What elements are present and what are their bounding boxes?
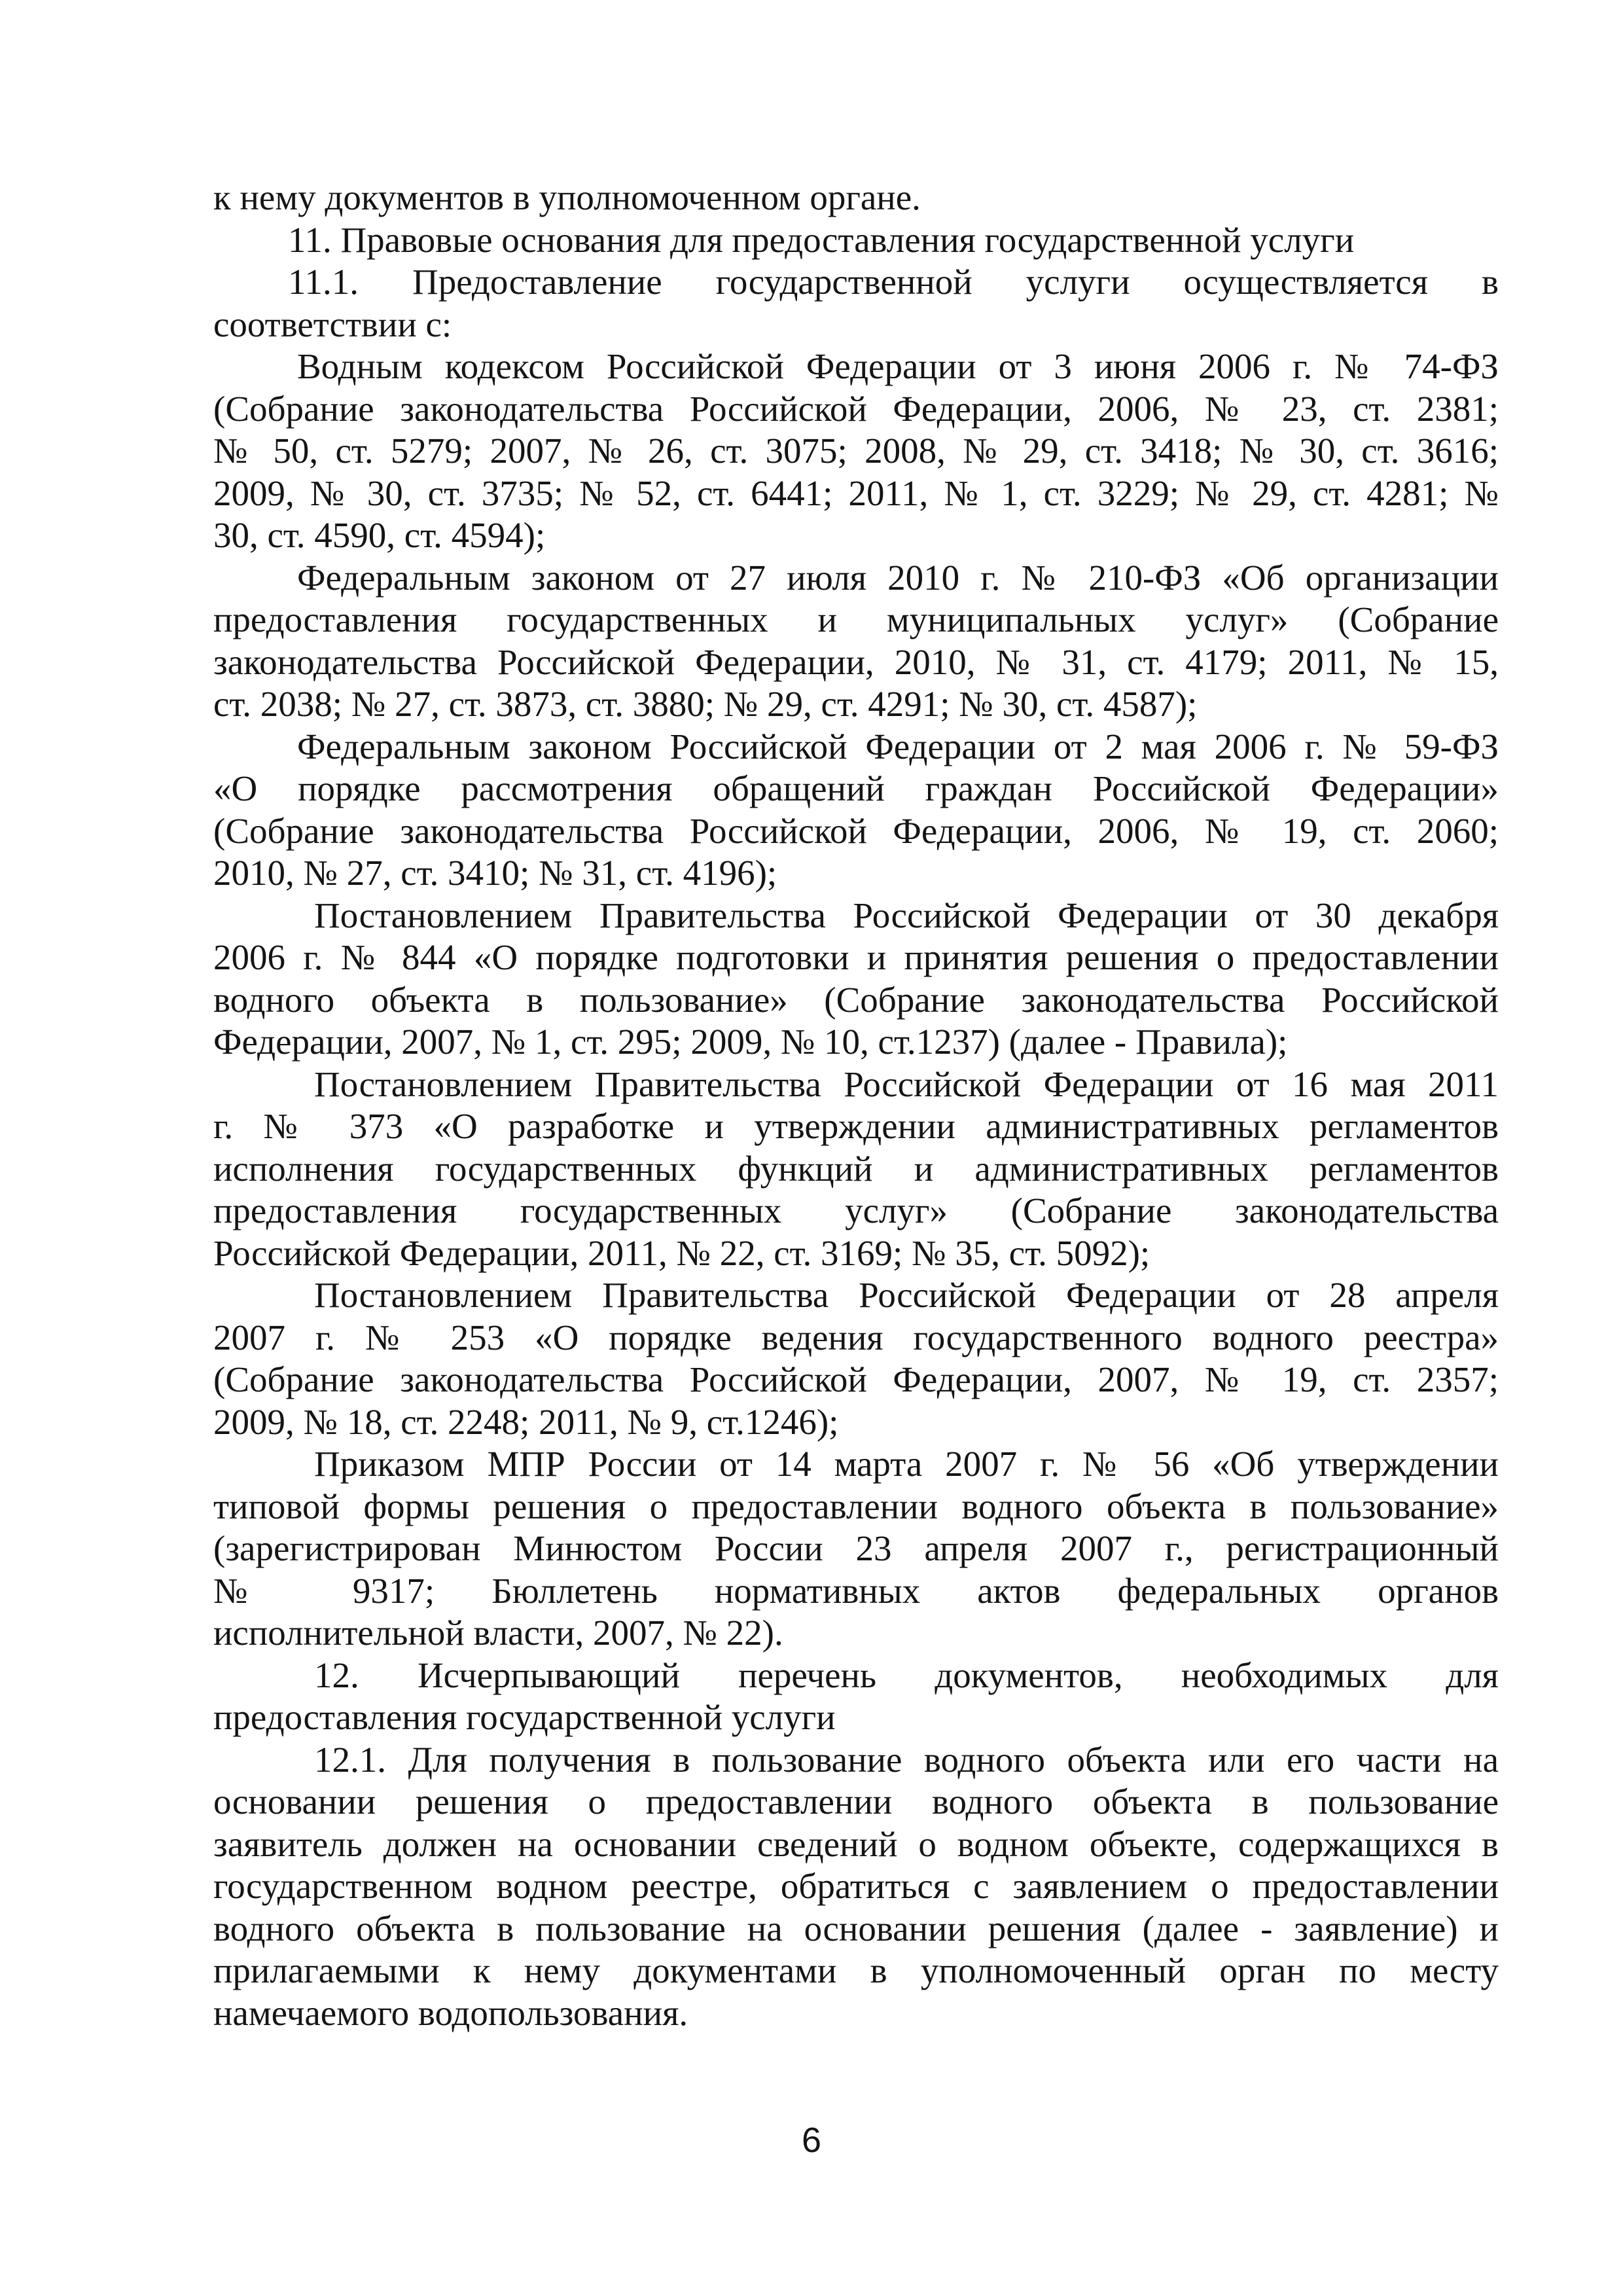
text-line: «О порядке рассмотрения обращений граждан Российской Федерации» — [213, 768, 1499, 808]
text-line: соответствии с: — [213, 304, 452, 344]
text-line: (Собрание законодательства Российской Федерации, 2007, № 19, ст. 2357; — [213, 1359, 1499, 1399]
text-line: 2009, № 30, ст. 3735; № 52, ст. 6441; 2011, № 1, ст. 3229; № 29, ст. 4281; № — [213, 473, 1499, 513]
text-line: Российской Федерации, 2011, № 22, ст. 3169; № 35, ст. 5092); — [213, 1232, 1150, 1273]
text-line: исполнения государственных функций и административных регламентов — [213, 1148, 1499, 1189]
text-line: ст. 2038; № 27, ст. 3873, ст. 3880; № 29, ст. 4291; № 30, ст. 4587); — [213, 684, 1198, 724]
section-heading-11: 11. Правовые основания для предоставления государственной услуги — [288, 219, 1355, 260]
text-line: Федерации, 2007, № 1, ст. 295; 2009, № 10, ст.1237) (далее - Правила); — [213, 1022, 1288, 1062]
text-line: № 9317; Бюллетень нормативных актов федеральных органов — [213, 1570, 1499, 1611]
text-line: прилагаемыми к нему документами в уполномоченный орган по месту — [213, 1950, 1499, 1990]
text-line: заявитель должен на основании сведений о водном объекте, содержащихся в — [213, 1823, 1499, 1864]
text-line: Постановлением Правительства Российской Федерации от 16 мая 2011 — [314, 1064, 1499, 1104]
text-line: 2010, № 27, ст. 3410; № 31, ст. 4196); — [213, 853, 777, 893]
section-heading-12: 12. Исчерпывающий перечень документов, необходимых для — [314, 1655, 1499, 1695]
text-line: основании решения о предоставлении водного объекта в пользование — [213, 1782, 1499, 1821]
text-line: (Собрание законодательства Российской Федерации, 2006, № 19, ст. 2060; — [213, 810, 1499, 851]
text-line: (зарегистрирован Минюстом России 23 апреля 2007 г., регистрационный — [213, 1528, 1499, 1568]
text-line: законодательства Российской Федерации, 2010, № 31, ст. 4179; 2011, № 15, — [213, 641, 1499, 682]
text-line: 12.1. Для получения в пользование водного объекта или его части на — [314, 1739, 1499, 1780]
text-line: (Собрание законодательства Российской Федерации, 2006, № 23, ст. 2381; — [213, 388, 1499, 429]
section-heading-12-continued: предоставления государственной услуги — [213, 1697, 836, 1737]
text-line: водного объекта в пользование» (Собрание законодательства Российской — [213, 979, 1499, 1020]
text-line: типовой формы решения о предоставлении водного объекта в пользование» — [213, 1486, 1499, 1526]
text-line: г. № 373 «О разработке и утверждении административных регламентов — [213, 1106, 1499, 1146]
text-line: 11.1. Предоставление государственной услуги осуществляется в — [288, 262, 1499, 302]
text-line: 2009, № 18, ст. 2248; 2011, № 9, ст.1246); — [213, 1401, 839, 1442]
text-line: № 50, ст. 5279; 2007, № 26, ст. 3075; 2008, № 29, ст. 3418; № 30, ст. 3616; — [213, 431, 1499, 471]
text-line: исполнительной власти, 2007, № 22). — [213, 1613, 783, 1653]
page-number: 6 — [801, 2121, 822, 2160]
text-line: предоставления государственных услуг» (Собрание законодательства — [213, 1191, 1499, 1230]
text-line: Федеральным законом от 27 июля 2010 г. № 210-ФЗ «Об организации — [297, 557, 1499, 598]
text-line: 2007 г. № 253 «О порядке ведения государственного водного реестра» — [213, 1317, 1499, 1357]
text-line: Постановлением Правительства Российской Федерации от 30 декабря — [314, 895, 1499, 935]
text-line: намечаемого водопользования. — [213, 1992, 688, 2033]
text-line: предоставления государственных и муниципальных услуг» (Собрание — [213, 600, 1499, 639]
document-body — [213, 177, 1499, 2034]
text-line: Водным кодексом Российской Федерации от 3 июня 2006 г. № 74-ФЗ — [297, 346, 1499, 386]
text-line: к нему документов в уполномоченном органе. — [213, 177, 921, 217]
text-line: 2006 г. № 844 «О порядке подготовки и принятия решения о предоставлении — [213, 937, 1499, 977]
text-line: водного объекта в пользование на основании решения (далее - заявление) и — [213, 1908, 1499, 1948]
text-line: Приказом МПР России от 14 марта 2007 г. № 56 «Об утверждении — [314, 1444, 1499, 1484]
text-line: 30, ст. 4590, ст. 4594); — [213, 515, 546, 555]
text-line: Федеральным законом Российской Федерации от 2 мая 2006 г. № 59-ФЗ — [297, 726, 1499, 766]
text-line: государственном водном реестре, обратиться с заявлением о предоставлении — [213, 1866, 1499, 1906]
text-line: Постановлением Правительства Российской Федерации от 28 апреля — [314, 1275, 1499, 1315]
